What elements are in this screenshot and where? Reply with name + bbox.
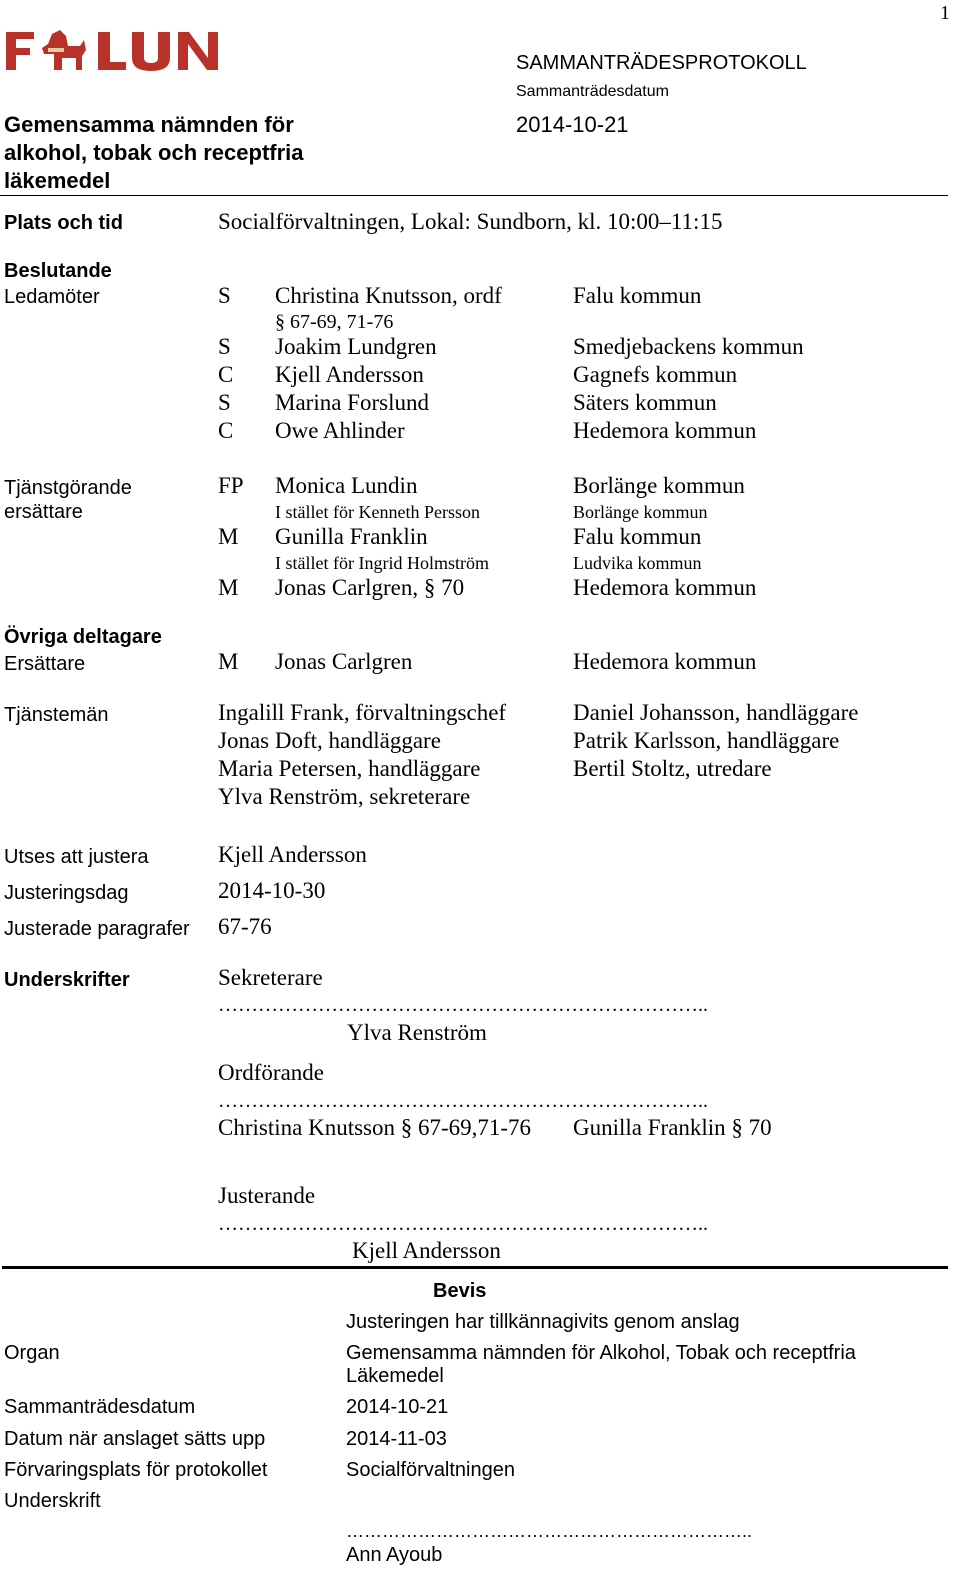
ledamot-name: Marina Forslund bbox=[275, 390, 429, 415]
underskrift-line: ………………………………………………………….. bbox=[346, 1521, 753, 1541]
ovriga-party: M bbox=[218, 649, 239, 674]
justerande-label: Justerande bbox=[218, 1183, 316, 1208]
bevis-datum-label: Sammanträdesdatum bbox=[4, 1396, 196, 1418]
signature-line: ……………………………………………………………….. bbox=[218, 994, 708, 1016]
ersattare-party: FP bbox=[218, 473, 244, 498]
ersattare-note: I stället för Kenneth Persson bbox=[275, 502, 480, 522]
forvaring-value: Socialförvaltningen bbox=[346, 1459, 515, 1481]
meeting-date: 2014-10-21 bbox=[516, 112, 629, 137]
tjansteman-right: Bertil Stoltz, utredare bbox=[573, 756, 772, 781]
ordforande-name-1: Christina Knutsson § 67-69,71-76 bbox=[218, 1115, 532, 1140]
ersattare-label-1: Tjänstgörande bbox=[4, 477, 132, 499]
bevis-datum-value: 2014-10-21 bbox=[346, 1396, 449, 1418]
ledamot-kommun: Falu kommun bbox=[573, 283, 702, 308]
sekreterare-name: Ylva Renström bbox=[347, 1020, 487, 1045]
ledamot-name: Owe Ahlinder bbox=[275, 418, 405, 443]
ersattare-name: Jonas Carlgren, § 70 bbox=[275, 575, 465, 600]
tjansteman-right: Patrik Karlsson, handläggare bbox=[573, 728, 840, 753]
plats-value: Socialförvaltningen, Lokal: Sundborn, kl. 10:00–11:15 bbox=[218, 209, 723, 234]
ovriga-heading: Övriga deltagare bbox=[4, 626, 162, 648]
signature-line: ……………………………………………………………….. bbox=[218, 1090, 708, 1112]
header-divider bbox=[0, 195, 948, 196]
tjansteman-right: Daniel Johansson, handläggare bbox=[573, 700, 859, 725]
organ-value-1: Gemensamma nämnden för Alkohol, Tobak och receptfria bbox=[346, 1342, 856, 1364]
signature-line: ……………………………………………………………….. bbox=[218, 1213, 708, 1235]
ledamot-name: Joakim Lundgren bbox=[275, 334, 437, 359]
ersattare-note-kommun: Ludvika kommun bbox=[573, 553, 702, 573]
justeringsdag-label: Justeringsdag bbox=[4, 882, 129, 904]
justerande-name: Kjell Andersson bbox=[352, 1238, 501, 1263]
paragrafer-label: Justerade paragrafer bbox=[4, 918, 190, 940]
bevis-heading: Bevis bbox=[433, 1280, 487, 1302]
tjansteman-label: Tjänstemän bbox=[4, 704, 109, 726]
ersattare-kommun: Hedemora kommun bbox=[573, 575, 757, 600]
ledamot-party: C bbox=[218, 418, 234, 443]
ersattare-kommun: Falu kommun bbox=[573, 524, 702, 549]
paragrafer-value: 67-76 bbox=[218, 914, 272, 939]
tjansteman-left: Ylva Renström, sekreterare bbox=[218, 784, 471, 809]
tjansteman-left: Maria Petersen, handläggare bbox=[218, 756, 481, 781]
ersattare-party: M bbox=[218, 524, 239, 549]
organ-label: Organ bbox=[4, 1342, 60, 1364]
beslutande-heading: Beslutande bbox=[4, 260, 112, 282]
ledamot-name: Christina Knutsson, ordf bbox=[275, 283, 502, 308]
ovriga-name: Jonas Carlgren bbox=[275, 649, 413, 674]
anslag-label: Datum när anslaget sätts upp bbox=[4, 1428, 266, 1450]
ledamot-party: S bbox=[218, 390, 231, 415]
bevis-intro: Justeringen har tillkännagivits genom anslag bbox=[346, 1311, 740, 1333]
ledamot-name: Kjell Andersson bbox=[275, 362, 424, 387]
justeringsdag-value: 2014-10-30 bbox=[218, 878, 326, 903]
bevis-divider bbox=[2, 1266, 948, 1269]
underskrift-label: Underskrift bbox=[4, 1490, 101, 1512]
ledamot-kommun: Säters kommun bbox=[573, 390, 717, 415]
org-line-1: Gemensamma nämnden för bbox=[4, 112, 294, 137]
tjansteman-left: Jonas Doft, handläggare bbox=[218, 728, 441, 753]
ersattare-kommun: Borlänge kommun bbox=[573, 473, 745, 498]
ledamot-kommun: Smedjebackens kommun bbox=[573, 334, 804, 359]
ledamot-party: C bbox=[218, 362, 234, 387]
ledamot-note: § 67-69, 71-76 bbox=[275, 311, 394, 333]
falun-logo bbox=[4, 26, 240, 76]
forvaring-label: Förvaringsplats för protokollet bbox=[4, 1459, 268, 1481]
utses-label: Utses att justera bbox=[4, 846, 149, 868]
tjansteman-left: Ingalill Frank, förvaltningschef bbox=[218, 700, 507, 725]
plats-label: Plats och tid bbox=[4, 212, 123, 234]
anslag-value: 2014-11-03 bbox=[346, 1428, 447, 1450]
ersattare-name: Gunilla Franklin bbox=[275, 524, 428, 549]
ovriga-kommun: Hedemora kommun bbox=[573, 649, 757, 674]
ordforande-name-2: Gunilla Franklin § 70 bbox=[573, 1115, 772, 1140]
ledamoter-label: Ledamöter bbox=[4, 286, 100, 308]
ersattare-name: Monica Lundin bbox=[275, 473, 418, 498]
ersattare-label-2: ersättare bbox=[4, 501, 83, 523]
ledamot-party: S bbox=[218, 334, 231, 359]
ordforande-label: Ordförande bbox=[218, 1060, 325, 1085]
date-label: Sammanträdesdatum bbox=[516, 83, 669, 100]
ledamot-party: S bbox=[218, 283, 231, 308]
ledamot-kommun: Gagnefs kommun bbox=[573, 362, 738, 387]
sekreterare-label: Sekreterare bbox=[218, 965, 323, 990]
ersattare-note-kommun: Borlänge kommun bbox=[573, 502, 708, 522]
ledamot-kommun: Hedemora kommun bbox=[573, 418, 757, 443]
doc-type: SAMMANTRÄDESPROTOKOLL bbox=[516, 52, 807, 74]
ersattare-note: I stället för Ingrid Holmström bbox=[275, 553, 489, 573]
utses-value: Kjell Andersson bbox=[218, 842, 367, 867]
ersattare-party: M bbox=[218, 575, 239, 600]
page-number: 1 bbox=[940, 2, 950, 24]
org-line-2: alkohol, tobak och receptfria bbox=[4, 140, 304, 165]
underskrift-name: Ann Ayoub bbox=[346, 1544, 443, 1566]
org-line-3: läkemedel bbox=[4, 168, 111, 193]
underskrifter-heading: Underskrifter bbox=[4, 969, 130, 991]
ovriga-ersattare-label: Ersättare bbox=[4, 653, 86, 675]
organ-value-2: Läkemedel bbox=[346, 1365, 444, 1387]
